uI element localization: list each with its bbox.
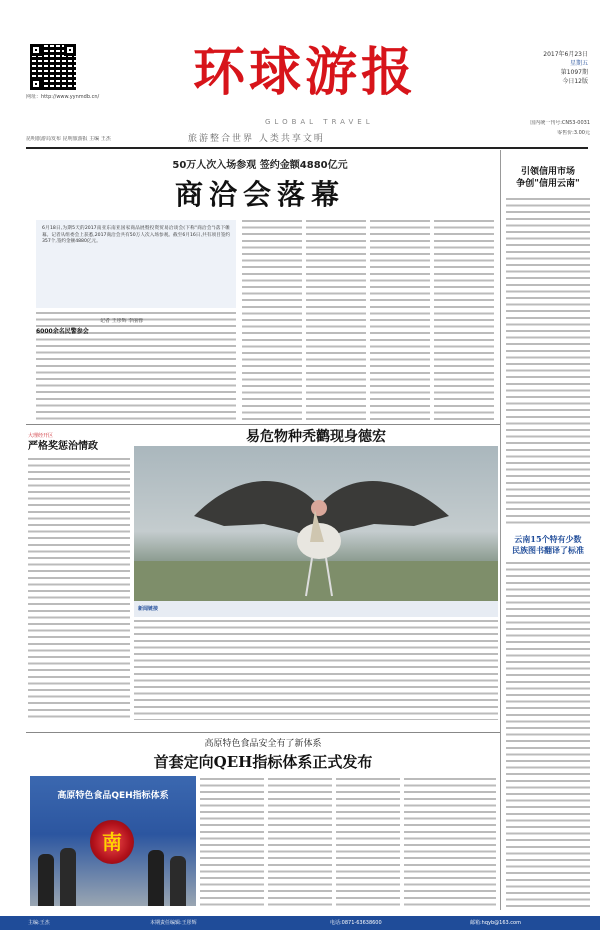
bottom-body-column	[268, 778, 332, 906]
left-headline: 严格奖惩治情政	[28, 441, 98, 452]
masthead	[150, 44, 460, 114]
ceremony-photo	[30, 776, 196, 906]
sidebar-body	[506, 198, 590, 526]
person-silhouette	[148, 850, 164, 906]
ceremony-light-ball	[90, 820, 134, 864]
lead-intro-box	[36, 220, 236, 308]
issue-pages: 今日12版	[562, 78, 588, 85]
left-section-tag: 大理经开区	[28, 433, 54, 439]
footer-phone: 电话:0871-63638600	[330, 920, 382, 926]
sidebar-section2-line1: 云南15个特有少数	[514, 534, 582, 544]
bottom-body-column	[404, 778, 496, 906]
sidebar-title-line1: 引领信用市场	[520, 167, 575, 177]
lead-body-column	[306, 220, 366, 420]
lead-body-column	[434, 220, 494, 420]
bottom-headline: 首套定向QEH指标体系正式发布	[153, 753, 373, 771]
bottom-body-column	[200, 778, 264, 906]
registration-number: 国内统一刊号:CN53-0031	[530, 120, 590, 126]
left-kicker: 6000余名民警参会	[36, 328, 89, 335]
sidebar-section2-line2: 民族图书翻译了标准	[512, 545, 584, 555]
issue-number: 第1097期	[560, 69, 588, 76]
marabou-stork-illustration	[134, 446, 498, 601]
lead-kicker: 50万人次入场参观 签约金额4880亿元	[172, 160, 348, 171]
section-rule	[26, 424, 500, 425]
lead-headline: 商洽会落幕	[174, 178, 345, 211]
section-rule	[26, 732, 500, 733]
bottom-kicker: 高原特色食品安全有了新体系	[204, 739, 322, 749]
header-credits: 昆明旅游局发布 昆明旅游报 主编 王杰	[26, 136, 111, 142]
bird-photo	[134, 446, 498, 601]
ceremony-ball-char: 南	[102, 830, 122, 854]
sidebar-section2-title	[506, 534, 590, 556]
person-silhouette	[60, 848, 76, 906]
issue-weekday: 星期五	[569, 60, 588, 67]
masthead-english: GLOBAL TRAVEL	[265, 118, 374, 126]
ceremony-banner: 高原特色食品QEH指标体系	[57, 791, 169, 801]
lead-intro-text: 6月18日,为期5天的2017南亚东南亚国家商品展暨投资贸易洽谈会(下称"商洽会")落下帷幕。记者从组委会上获悉,2017商洽会共有50万人次入场参观。截至6月16日,共有项目签约357个,签约金额4880亿元。	[42, 226, 230, 245]
qr-caption[interactable]: 网址：http://www.yynmdb.cn/	[26, 94, 100, 100]
issue-info	[510, 50, 588, 86]
feature-caption-box	[134, 601, 498, 617]
issue-date: 2017年6月23日	[543, 51, 588, 58]
footer-bar	[0, 916, 600, 930]
price: 零售价:3.00元	[557, 130, 590, 136]
header-rule	[26, 147, 588, 149]
qr-corner	[30, 78, 42, 90]
sidebar-title	[506, 166, 590, 190]
sidebar-title-line2: 争创"信用云南"	[516, 179, 580, 189]
qr-corner	[64, 44, 76, 56]
lead-body-column	[370, 220, 430, 420]
sidebar-divider	[500, 150, 501, 910]
lead-body-column	[242, 220, 302, 420]
feature-caption-tag: 新闻链接	[138, 606, 159, 612]
feature-headline: 易危物种秃鹳现身德宏	[246, 429, 386, 445]
sidebar-section2-body	[506, 562, 590, 908]
person-silhouette	[170, 856, 186, 906]
left-body	[28, 458, 130, 720]
person-silhouette	[38, 854, 54, 906]
lead-byline: 记者 王彤辉 李丽蓉	[100, 318, 144, 324]
bottom-body-column	[336, 778, 400, 906]
qr-code	[30, 44, 76, 90]
footer-editor: 主编:王杰	[28, 920, 50, 926]
qr-corner	[30, 44, 42, 56]
masthead-title: 环球游报	[192, 42, 417, 103]
footer-email[interactable]: 邮箱:hqyb@163.com	[470, 920, 521, 926]
footer-duty-editor: 本期责任编辑:王彤辉	[150, 920, 197, 926]
masthead-slogan: 旅游整合世界 人类共享文明	[188, 134, 325, 144]
feature-body	[134, 620, 498, 720]
